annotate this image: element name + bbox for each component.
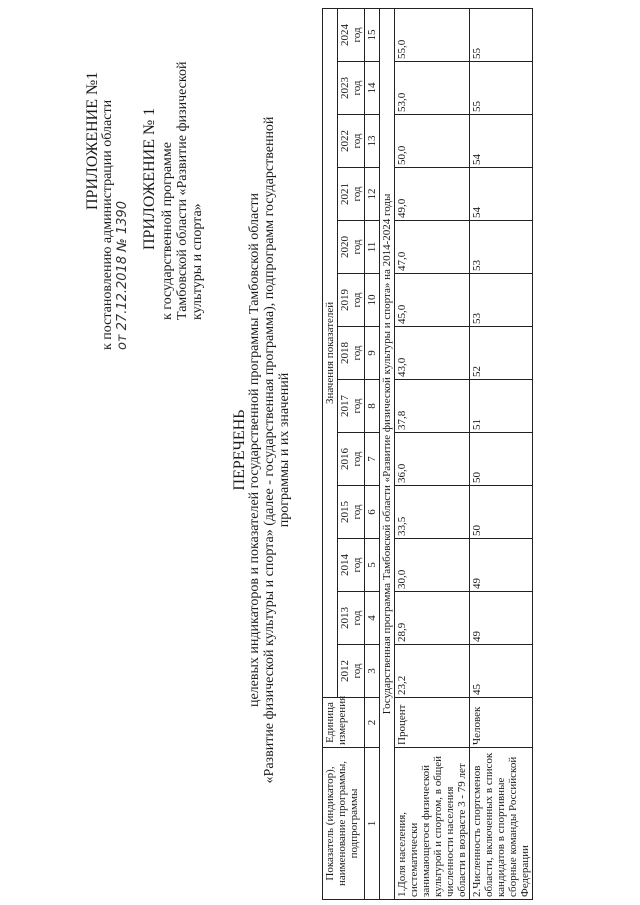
program-reference-line-1: к государственной программе [160,142,175,320]
indicator-unit: Процент [395,698,470,748]
year-suffix: год [351,345,363,361]
year-header [338,539,365,592]
column-number: 15 [365,8,380,61]
section-row [380,8,395,899]
document-heading [232,15,292,885]
year-suffix: год [351,292,363,308]
column-number: 8 [365,380,380,433]
column-number: 4 [365,592,380,645]
year-header [338,62,365,115]
values-column-header: Значения показателей [323,8,338,697]
year-suffix: год [351,398,363,414]
year-header [338,8,365,61]
unit-column-header: Единица измерения [323,698,365,748]
indicator-name: 1.Доля населения, систематически занимающегося физической культурой и спортом, в общей численности населения области в возрасте 3 - 79 лет [395,748,470,900]
program-reference-title: ПРИЛОЖЕНИЕ № 1 [141,107,158,250]
table-row [470,8,533,899]
column-number: 9 [365,327,380,380]
indicator-value: 53 [470,274,533,327]
approval-block [85,50,130,350]
header-row-1 [323,8,338,899]
indicator-value: 53 [470,221,533,274]
year-label: 2022 [339,130,351,152]
year-label: 2012 [339,660,351,682]
column-number: 14 [365,62,380,115]
indicator-value: 49,0 [395,168,470,221]
column-number: 5 [365,539,380,592]
indicator-value: 52 [470,327,533,380]
column-number: 13 [365,115,380,168]
year-suffix: год [351,186,363,202]
indicator-value: 37,8 [395,380,470,433]
indicator-value: 23,2 [395,645,470,698]
year-label: 2018 [339,342,351,364]
year-header [338,168,365,221]
year-label: 2019 [339,289,351,311]
program-reference-block [142,30,205,320]
indicator-value: 54 [470,115,533,168]
year-suffix: год [351,239,363,255]
indicator-name: 2.Численность спортсменов области, включенных в список кандидатов в спортивные сборные команды Российской Федерации [470,748,533,900]
year-header [338,274,365,327]
indicator-value: 55 [470,8,533,61]
indicator-value: 50,0 [395,115,470,168]
column-number: 3 [365,645,380,698]
year-label: 2024 [339,23,351,46]
year-header [338,327,365,380]
indicator-value: 33,5 [395,486,470,539]
year-label: 2017 [339,395,351,417]
year-header [338,645,365,698]
approval-title: ПРИЛОЖЕНИЕ №1 [84,71,101,210]
indicator-value: 54 [470,168,533,221]
indicator-value: 55,0 [395,8,470,61]
year-suffix: год [351,663,363,679]
column-number: 10 [365,274,380,327]
table-row [395,8,470,899]
indicators-table [322,8,533,900]
column-number: 11 [365,221,380,274]
indicator-value: 49 [470,539,533,592]
indicator-value: 47,0 [395,221,470,274]
section-title: Государственная программа Тамбовской области «Развитие физической культуры и спорта» на 2014-2024 годы [380,8,395,899]
year-suffix: год [351,451,363,467]
year-suffix: год [351,80,363,96]
indicator-value: 49 [470,592,533,645]
indicator-value: 50 [470,433,533,486]
column-number: 7 [365,433,380,486]
column-number: 12 [365,168,380,221]
year-label: 2015 [339,501,351,523]
year-header [338,380,365,433]
year-suffix: год [351,504,363,520]
year-header [338,592,365,645]
heading-line-2: «Развитие физической культуры и спорта» (далее - государственная программа), подпрограмм государственной [262,116,277,784]
heading-line-3: программы и их значений [277,372,292,528]
year-label: 2013 [339,607,351,629]
year-header [338,115,365,168]
indicator-value: 45 [470,645,533,698]
indicator-value: 55 [470,62,533,115]
table-body [323,8,533,899]
column-number: 2 [365,698,380,748]
heading-line-1: целевых индикаторов и показателей государственной программы Тамбовской области [247,192,262,708]
program-reference-line-3: культуры и спорта» [190,203,205,320]
year-label: 2023 [339,77,351,99]
indicator-value: 50 [470,486,533,539]
column-number: 6 [365,486,380,539]
year-suffix: год [351,557,363,573]
column-number: 1 [365,748,380,900]
indicator-value: 51 [470,380,533,433]
indicator-column-header: Показатель (индикатор), наименование программы, подпрограммы [323,748,365,900]
year-suffix: год [351,133,363,149]
indicator-value: 53,0 [395,62,470,115]
program-reference-line-2: Тамбовской области «Развитие физической [175,61,190,320]
indicator-value: 36,0 [395,433,470,486]
approval-line-1: к постановлению администрации области [100,99,115,350]
approval-date-number: от 27.12.2018 № 1390 [115,201,130,350]
indicator-value: 45,0 [395,274,470,327]
year-header [338,221,365,274]
year-suffix: год [351,27,363,43]
indicator-unit: Человек [470,698,533,748]
year-header [338,486,365,539]
indicator-value: 28,9 [395,592,470,645]
year-suffix: год [351,610,363,626]
year-label: 2016 [339,448,351,470]
year-header [338,433,365,486]
year-label: 2014 [339,554,351,576]
indicator-value: 30,0 [395,539,470,592]
heading-title: ПЕРЕЧЕНЬ [231,409,248,491]
year-label: 2020 [339,236,351,258]
column-numbers-row [365,8,380,899]
indicator-value: 43,0 [395,327,470,380]
year-label: 2021 [339,183,351,205]
